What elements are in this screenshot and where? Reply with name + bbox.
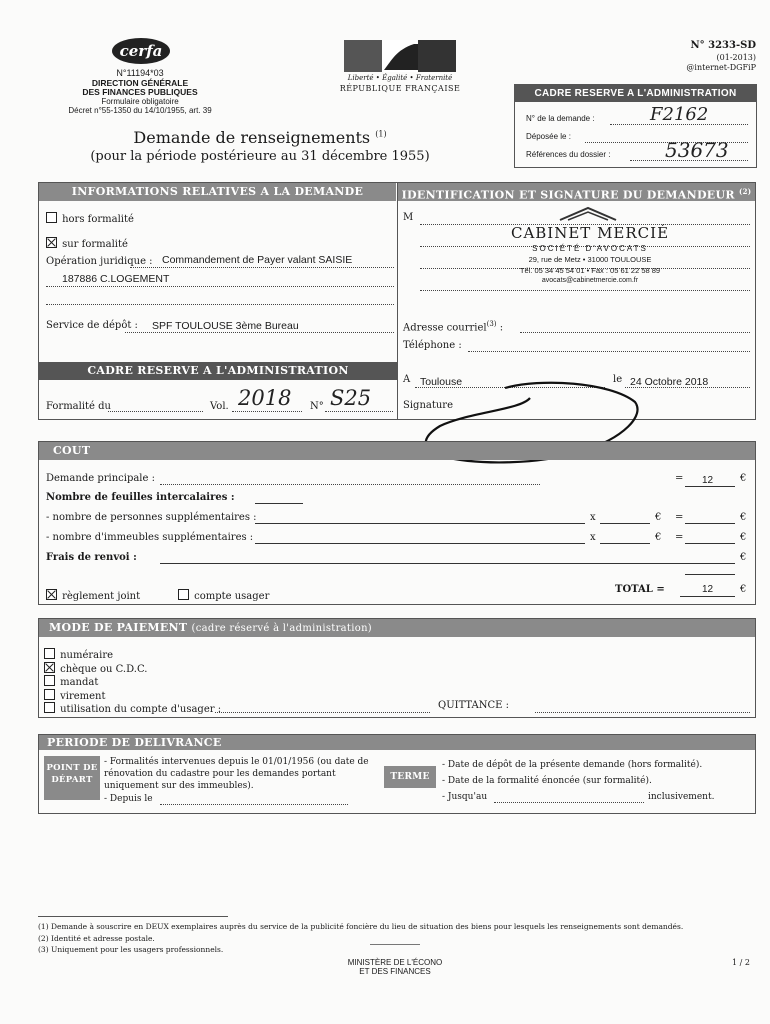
- personnes-x: x: [590, 512, 596, 523]
- email-label-text: Adresse courriel: [403, 322, 487, 334]
- info-header: INFORMATIONS RELATIVES A LA DEMANDE: [39, 183, 396, 201]
- principal-line: [160, 484, 540, 485]
- feuilles-line: [255, 503, 303, 504]
- sur-formalite-label: sur formalité: [62, 239, 128, 250]
- ministry-stamp: [330, 944, 460, 976]
- terme-1: - Date de dépôt de la présente demande (hors formalité).: [442, 760, 703, 770]
- page-title: [60, 128, 460, 147]
- vol-value: 2018: [238, 386, 292, 410]
- vol-line: [232, 411, 302, 412]
- periode-header-text: PERIODE DE DELIVRANCE: [47, 736, 222, 749]
- dept-line2: DES FINANCES PUBLIQUES: [82, 87, 198, 97]
- op-value-2: 187886 C.LOGEMENT: [62, 273, 170, 285]
- date-value: 24 Octobre 2018: [630, 376, 709, 388]
- renvoi-euro: €: [740, 552, 747, 563]
- demand-no-value: F2162: [650, 104, 709, 125]
- immeubles-line: [255, 543, 585, 544]
- quittance-line: [535, 712, 750, 713]
- admin-box-header: CADRE RESERVE A L'ADMINISTRATION: [515, 85, 756, 102]
- principal-value-line: [685, 486, 735, 487]
- stamp-arc: [370, 944, 420, 945]
- op-value-1: Commandement de Payer valant SAISIE: [162, 254, 353, 266]
- formalite-line: [108, 411, 203, 412]
- immeubles-label: - nombre d'immeubles supplémentaires :: [46, 532, 254, 543]
- email-field[interactable]: [520, 332, 750, 333]
- opt-compte[interactable]: [44, 697, 222, 715]
- compte-usager-checkbox[interactable]: [178, 589, 189, 600]
- opt-virement[interactable]: [44, 684, 221, 702]
- personnes-total-euro: €: [740, 512, 747, 523]
- service-line: [125, 332, 394, 333]
- firm-logo-icon: [558, 206, 618, 222]
- paiement-header-note: (cadre réservé à l'administration): [191, 623, 373, 634]
- ref-label: Références du dossier :: [526, 150, 611, 159]
- personnes-line: [255, 523, 585, 524]
- mandat-label: mandat: [60, 677, 99, 688]
- place-value: Toulouse: [420, 376, 463, 388]
- footnote-3: (3) Uniquement pour les usagers professionnels.: [38, 945, 224, 954]
- marianne-logo: [344, 40, 456, 72]
- op-line-3: [46, 304, 394, 305]
- title-main: Demande de renseignements: [133, 128, 371, 147]
- ident-header-note: (2): [738, 187, 752, 196]
- immeubles-total-line: [685, 543, 735, 544]
- immeubles-x: x: [590, 532, 596, 543]
- email-label: Adresse courriel$^{(3)}$ :: [403, 320, 504, 334]
- feuilles-label: Nombre de feuilles intercalaires :: [46, 492, 235, 503]
- no-label: N°: [310, 401, 324, 412]
- depart-box: [44, 756, 100, 800]
- principal-label: Demande principale :: [46, 473, 155, 484]
- vol-label: Vol.: [210, 401, 229, 412]
- page-number: 1 / 2: [732, 958, 750, 967]
- principal-value: 12: [702, 475, 714, 486]
- opt-numeraire[interactable]: [44, 643, 221, 661]
- op-label: Opération juridique :: [46, 256, 153, 267]
- reglement-label: règlement joint: [62, 591, 141, 602]
- paiement-options: [44, 643, 222, 715]
- depart-text: - Formalités intervenues depuis le 01/01/1956 (ou date de rénovation du cadastre pour les demandes portant uniquement sur des immeubles).: [104, 757, 369, 791]
- hors-formalite-label: hors formalité: [62, 214, 134, 225]
- terme-label: TERME: [390, 772, 430, 782]
- phone-field[interactable]: [468, 351, 750, 352]
- footnote-1: (1) Demande à souscrire en DEUX exemplaires auprès du service de la publicité foncière du lieu de situation des biens pour lesquels les renseignements sont demandés.: [38, 922, 684, 931]
- email-note: (3): [486, 320, 497, 328]
- opt-compte-usager[interactable]: [178, 584, 269, 603]
- terme-3-end: inclusivement.: [648, 792, 715, 802]
- opt-sur-formalite[interactable]: [46, 232, 128, 251]
- signature-label: Signature: [403, 400, 454, 411]
- paiement-header-text: MODE DE PAIEMENT: [49, 621, 188, 634]
- cerfa-logo-text: cerfa: [119, 42, 163, 60]
- firm-sub: SOCIÉTÉ D'AVOCATS: [532, 244, 648, 253]
- total-line: [680, 596, 735, 597]
- compte-checkbox[interactable]: [44, 702, 55, 713]
- cheque-checkbox[interactable]: [44, 662, 55, 673]
- periode-header: [39, 735, 755, 750]
- date-label: le: [613, 374, 623, 385]
- firm-stamp: [500, 204, 680, 294]
- demand-no-label: N° de la demande :: [526, 114, 595, 123]
- compte-line: [215, 712, 430, 713]
- form-source: @internet-DGFiP: [686, 63, 756, 72]
- cout-header: [39, 442, 755, 460]
- mandat-checkbox[interactable]: [44, 675, 55, 686]
- depuis-label: - Depuis le: [104, 794, 153, 804]
- reglement-checkbox[interactable]: [46, 589, 57, 600]
- stamp-line2: ET DES FINANCES: [359, 967, 431, 976]
- subtotal-line: [685, 574, 735, 575]
- personnes-label: - nombre de personnes supplémentaires :: [46, 512, 257, 523]
- no-value: S25: [330, 386, 372, 410]
- service-label: Service de dépôt :: [46, 320, 138, 331]
- principal-euro: €: [740, 473, 747, 484]
- renvoi-line: [160, 563, 735, 564]
- renvoi-label: Frais de renvoi :: [46, 552, 137, 563]
- depuis-line: [160, 804, 348, 805]
- compte-label: utilisation du compte d'usager :: [60, 704, 222, 715]
- op-line-2: [46, 286, 394, 287]
- compte-usager-label: compte usager: [194, 591, 270, 602]
- quittance-label: QUITTANCE :: [438, 700, 510, 711]
- dept-line1: DIRECTION GÉNÉRALE: [91, 78, 189, 88]
- personnes-total-line: [685, 523, 735, 524]
- page-subtitle: (pour la période postérieure au 31 décembre 1955): [90, 149, 430, 164]
- footnote-rule: [38, 916, 228, 917]
- immeubles-euro: €: [655, 532, 662, 543]
- admin-box2-header: CADRE RESERVE A L'ADMINISTRATION: [39, 362, 397, 380]
- op-line-1: [130, 267, 394, 268]
- formalite-label: Formalité du: [46, 401, 111, 412]
- service-value: SPF TOULOUSE 3ème Bureau: [152, 320, 299, 332]
- terme-3: - Jusqu'au: [442, 792, 488, 802]
- firm-address: 29, rue de Metz • 31000 TOULOUSE: [528, 255, 652, 264]
- decree: Décret n°55-1350 du 14/10/1955, art. 39: [68, 106, 212, 115]
- hors-formalite-checkbox[interactable]: [46, 212, 57, 223]
- terme-3-line: [494, 802, 644, 803]
- personnes-unit-line: [600, 523, 650, 524]
- form-date: (01-2013): [716, 53, 756, 62]
- filed-label: Déposée le :: [526, 132, 571, 141]
- total-euro: €: [740, 584, 747, 595]
- virement-checkbox[interactable]: [44, 689, 55, 700]
- place-label: A: [403, 374, 411, 385]
- firm-email: avocats@cabinetmercie.com.fr: [541, 277, 639, 284]
- numeraire-checkbox[interactable]: [44, 648, 55, 659]
- firm-name: CABINET MERCIÉ: [510, 224, 670, 242]
- cheque-label: chèque ou C.D.C.: [60, 663, 148, 675]
- opt-hors-formalite[interactable]: [46, 207, 134, 226]
- numeraire-label: numéraire: [60, 650, 114, 661]
- sur-formalite-checkbox[interactable]: [46, 237, 57, 248]
- vertical-divider: [397, 183, 398, 419]
- total-label: TOTAL =: [615, 584, 665, 595]
- terme-2: - Date de la formalité énoncée (sur formalité).: [442, 776, 652, 786]
- total-value: 12: [702, 584, 714, 595]
- opt-reglement-joint[interactable]: [46, 584, 140, 603]
- form-code: N° 3233-SD: [690, 40, 756, 51]
- cout-header-text: COUT: [53, 444, 91, 457]
- republic-name: RÉPUBLIQUE FRANÇAISE: [339, 84, 461, 93]
- immeubles-unit-line: [600, 543, 650, 544]
- phone-label: Téléphone :: [403, 340, 462, 351]
- personnes-euro: €: [655, 512, 662, 523]
- footnote-2: (2) Identité et adresse postale.: [38, 934, 155, 943]
- ident-header: [398, 183, 755, 201]
- principal-eq: =: [675, 473, 684, 484]
- m-label: M: [403, 212, 414, 223]
- personnes-eq: =: [675, 512, 684, 523]
- terme-box: [384, 766, 436, 788]
- ref-value: 53673: [665, 138, 729, 162]
- firm-tel: Tél. 05 34 45 54 01 • Fax : 05 61 22 58 89: [519, 266, 661, 275]
- immeubles-total-euro: €: [740, 532, 747, 543]
- no-line: [325, 411, 393, 412]
- immeubles-eq: =: [675, 532, 684, 543]
- paiement-header: [39, 619, 755, 637]
- cerfa-number: N°11194*03: [116, 68, 164, 78]
- opt-cheque[interactable]: [44, 657, 221, 675]
- title-note: (1): [375, 129, 387, 139]
- form-type: Formulaire obligatoire: [101, 97, 179, 106]
- virement-label: virement: [60, 690, 106, 702]
- ident-header-text: IDENTIFICATION ET SIGNATURE DU DEMANDEUR: [401, 188, 735, 202]
- depart-label: POINT DE DÉPART: [46, 763, 98, 785]
- stamp-line1: MINISTÈRE DE L'ÉCONO: [347, 958, 443, 967]
- republic-motto: Liberté • Égalité • Fraternité: [347, 74, 453, 82]
